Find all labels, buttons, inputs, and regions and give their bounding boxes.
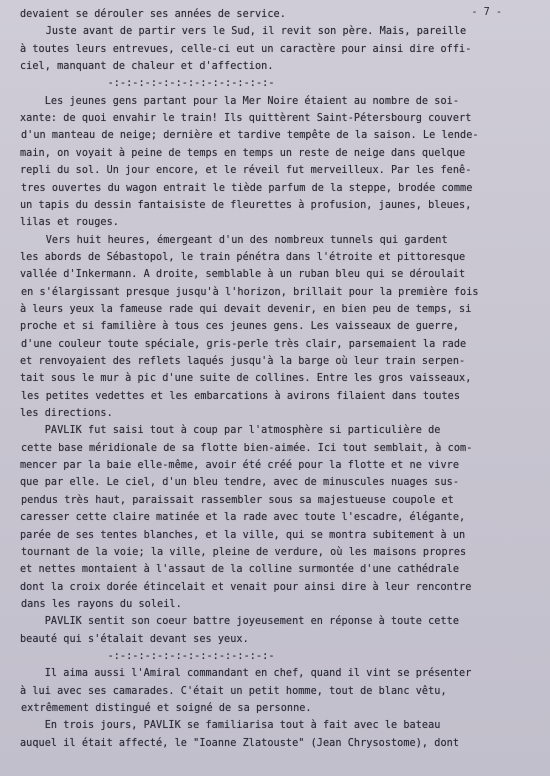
text-line: tait sous le mur à pic d'une suite de collines. Entre les gros vaisseaux, <box>20 373 472 385</box>
text-line: d'une couleur toute spéciale, gris-perle très clair, parsemaient la rade <box>21 338 467 350</box>
text-line: auquel il était affecté, le "Ioanne Zlatouste" (Jean Chrysostome), dont <box>20 737 460 749</box>
text-line: Les jeunes gens partant pour la Mer Noire étaient au nombre de soi- <box>20 95 460 107</box>
text-line: à lui avec ses camarades. C'était un petit homme, tout de blanc vêtu, <box>20 685 447 697</box>
text-line: pendus très haut, paraissait rassembler sous sa majestueuse coupole et <box>21 494 454 506</box>
text-line: tournant de la voie; la ville, pleine de verdure, où les maisons propres <box>21 546 467 558</box>
text-line: que par elle. Le ciel, d'un bleu tendre, avec de minuscules nuages sus- <box>20 477 460 489</box>
text-line: et nettes montaient à l'assaut de la colline surmontée d'une cathédrale <box>20 564 460 576</box>
section-separator: -:-:-:-:-:-:-:-:-:-:-:-:-:- <box>21 78 275 90</box>
text-line: un tapis du dessin fantaisiste de fleurettes à profusion, jaunes, bleues, <box>20 199 472 211</box>
text-line: d'un manteau de neige; dernière et tardive tempête de la saison. Le lende- <box>21 130 479 142</box>
text-line: parée de ses tentes blanches, et la ville, qui se montra subitement à un <box>20 529 466 541</box>
text-line: proche et si familière à tous ces jeunes gens. Les vaisseaux de guerre, <box>20 321 460 333</box>
text-line: vallée d'Inkermann. A droite, semblable à un ruban bleu qui se déroulait <box>20 269 466 281</box>
text-line: repli du sol. Un jour encore, et le réveil fut merveilleux. Par les fenê- <box>20 165 472 177</box>
text-line: cette base méridionale de sa flotte bien-aimée. Ici tout semblait, à com- <box>21 442 473 454</box>
text-line: PAVLIK fut saisi tout à coup par l'atmosphère si particulière de <box>20 425 441 437</box>
text-line: main, on voyait à peine de temps en temps un reste de neige dans quelque <box>20 147 466 159</box>
text-line: dont la croix dorée étincelait et venait pour ainsi dire à leur rencontre <box>20 581 472 593</box>
text-line: dans les rayons du soleil. <box>21 598 182 610</box>
text-line: En trois jours, PAVLIK se familiarisa tout à fait avec le bateau <box>20 720 441 732</box>
text-line: les petites vedettes et les embarcations à avirons filaient dans toutes <box>21 390 461 402</box>
text-line: PAVLIK sentit son coeur battre joyeusement en réponse à toute cette <box>20 616 460 628</box>
section-separator: -:-:-:-:-:-:-:-:-:-:-:-:-:- <box>21 650 275 662</box>
text-line: les abords de Sébastopol, le train pénétra dans l'étroite et pittoresque <box>20 251 466 263</box>
text-line: caresser cette claire matinée et la rade avec toute l'escadre, élégante, <box>20 512 466 524</box>
text-line: tres ouvertes du wagon entrait le tiède parfum de la steppe, brodée comme <box>21 182 473 194</box>
text-line: mencer par la baie elle-même, avoir été créé pour la flotte et ne vivre <box>20 460 460 472</box>
text-line: en s'élargissant presque jusqu'à l'horizon, brillait pour la première fois <box>21 286 479 298</box>
page-number: - 7 - <box>471 7 502 18</box>
text-line: beauté qui s'étalait devant ses yeux. <box>20 633 249 645</box>
text-line: lilas et rouges. <box>20 217 119 229</box>
text-line: Vers huit heures, émergeant d'un des nombreux tunnels qui gardent <box>21 234 448 246</box>
text-line: ciel, manquant de chaleur et d'affection. <box>20 61 274 73</box>
text-line: extrêmement distingué et soigné de sa personne. <box>21 703 312 714</box>
text-line: xante: de quoi envahir le train! Ils quittèrent Saint-Pétersbourg couvert <box>20 113 472 125</box>
text-line: et renvoyaient des reflets laqués jusqu'à la barge où leur train serpen- <box>20 356 466 367</box>
text-line: devaient se dérouler ses années de service. <box>20 9 286 20</box>
text-line: à leurs yeux la fameuse rade qui devait devenir, en bien peu de temps, si <box>20 303 472 315</box>
text-line: Juste avant de partir vers le Sud, il revit son père. Mais, pareille <box>21 26 467 38</box>
text-line: les directions. <box>20 408 113 420</box>
text-line: Il aima aussi l'Amiral commandant en chef, quand il vint se présenter <box>20 668 472 680</box>
text-line: à toutes leurs entrevues, celle-ci eut un caractère pour ainsi dire offi- <box>20 43 472 55</box>
